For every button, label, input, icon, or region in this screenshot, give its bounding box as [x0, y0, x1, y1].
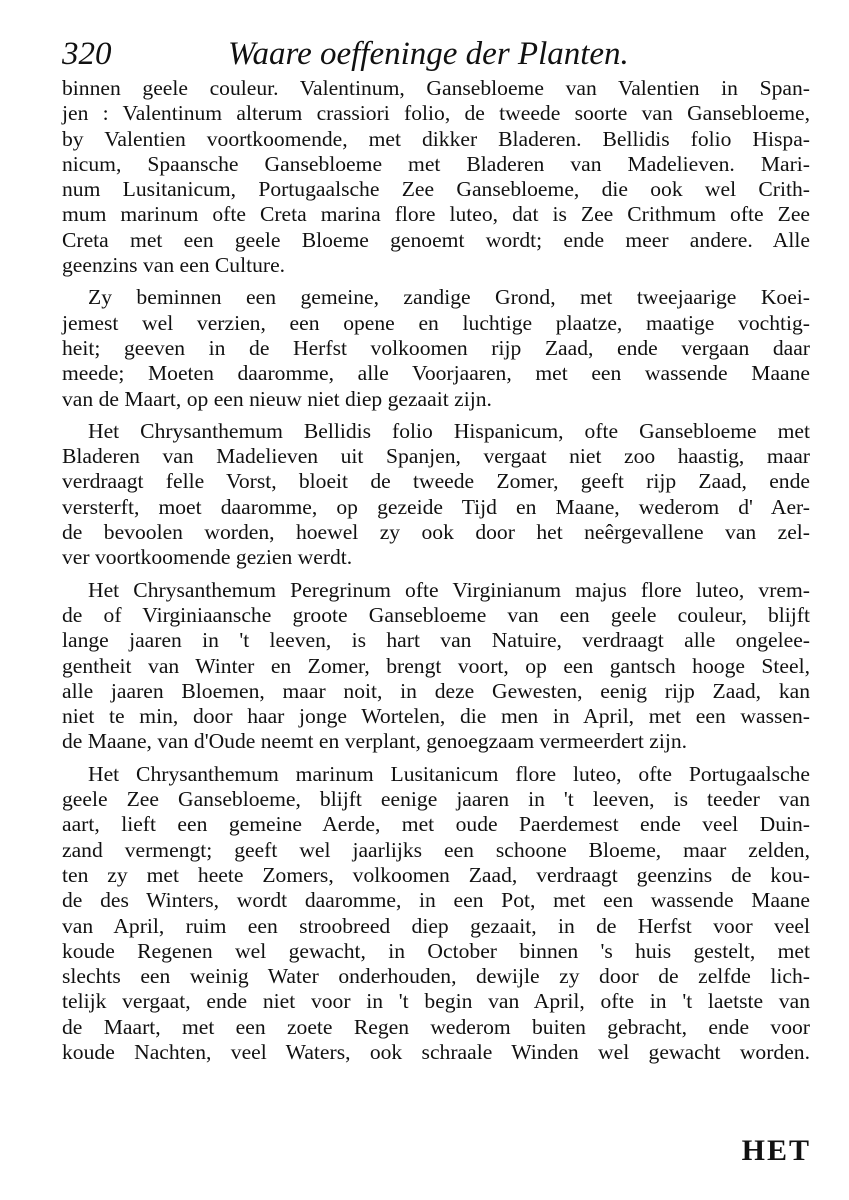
- text-line: Bladeren van Madelieven uit Spanjen, vergaat niet zoo haastig, maar: [62, 444, 810, 469]
- text-line: geenzins van een Culture.: [62, 253, 286, 278]
- text-line: gentheit van Winter en Zomer, brengt voort, op een gantsch hooge Steel,: [62, 653, 810, 678]
- text-line: niet te min, door haar jonge Wortelen, die men in April, met een wassen-: [62, 704, 810, 729]
- text-line: ten zy met heete Zomers, volkoomen Zaad, verdraagt geenzins de kou-: [62, 862, 810, 887]
- text-line: by Valentien voortkoomende, met dikker Bladeren. Bellidis folio Hispa-: [62, 126, 810, 151]
- text-line: koude Nachten, veel Waters, ook schraale Winden wel gewacht worden.: [62, 1039, 810, 1064]
- text-line: Zy beminnen een gemeine, zandige Grond, met tweejaarige Koei-: [88, 285, 810, 310]
- text-line: versterft, moet daaromme, op gezeide Tijd en Maane, wederom d' Aer-: [62, 494, 810, 519]
- text-line: van de Maart, op een nieuw niet diep gezaait zijn.: [62, 386, 492, 411]
- text-line: Het Chrysanthemum Bellidis folio Hispanicum, ofte Gansebloeme met: [88, 418, 810, 443]
- text-line: Het Chrysanthemum marinum Lusitanicum flore luteo, ofte Portugaalsche: [88, 761, 810, 786]
- text-line: Het Chrysanthemum Peregrinum ofte Virginianum majus flore luteo, vrem-: [88, 577, 810, 602]
- catchword: HET: [741, 1134, 811, 1167]
- text-line: slechts een weinig Water onderhouden, dewijle zy door de zelfde lich-: [62, 964, 810, 989]
- text-line: binnen geele couleur. Valentinum, Gansebloeme van Valentien in Span-: [62, 76, 810, 100]
- text-line: de des Winters, wordt daaromme, in een Pot, met een wassende Maane: [62, 888, 810, 913]
- text-line: heit; geeven in de Herfst volkoomen rijp Zaad, ende vergaan daar: [62, 335, 810, 360]
- running-title: Waare oeffeninge der Planten.: [228, 36, 629, 72]
- text-line: jemest wel verzien, een opene en luchtige plaatze, maatige vochtig-: [62, 310, 810, 335]
- text-line: mum marinum ofte Creta marina flore luteo, dat is Zee Crithmum ofte Zee: [62, 202, 810, 227]
- text-line: jen : Valentinum alterum crassiori folio, de tweede soorte van Gansebloeme,: [62, 101, 810, 126]
- text-line: de of Virginiaansche groote Gansebloeme van een geele couleur, blijft: [62, 602, 810, 627]
- text-line: verdraagt felle Vorst, bloeit de tweede Zomer, geeft rijp Zaad, ende: [62, 469, 810, 494]
- text-line: geele Zee Gansebloeme, blijft eenige jaaren in 't leeven, is teeder van: [62, 787, 810, 812]
- text-line: Creta met een geele Bloeme genoemt wordt; ende meer andere. Alle: [62, 227, 810, 252]
- text-line: num Lusitanicum, Portugaalsche Zee Gansebloeme, die ook wel Crith-: [62, 177, 810, 202]
- text-line: de Maane, van d'Oude neemt en verplant, genoegzaam vermeerdert zijn.: [62, 729, 688, 754]
- text-line: alle jaaren Bloemen, maar noit, in deze Gewesten, eenig rijp Zaad, kan: [62, 678, 810, 703]
- text-line: nicum, Spaansche Gansebloeme met Bladeren van Madelieven. Mari-: [62, 151, 810, 176]
- body-text: [62, 76, 810, 1065]
- text-line: telijk vergaat, ende niet voor in 't begin van April, ofte in 't laetste van: [62, 989, 810, 1014]
- text-line: lange jaaren in 't leeven, is hart van Natuire, verdraagt alle ongelee-: [62, 628, 810, 653]
- text-line: de Maart, met een zoete Regen wederom buiten gebracht, ende voor: [62, 1014, 810, 1039]
- text-line: koude Regenen wel gewacht, in October binnen 's huis gestelt, met: [62, 938, 810, 963]
- text-line: ver voortkoomende gezien werdt.: [62, 545, 353, 570]
- text-line: meede; Moeten daaromme, alle Voorjaaren, met een wassende Maane: [62, 361, 810, 386]
- text-line: aart, lieft een gemeine Aerde, met oude Paerdemest ende veel Duin-: [62, 812, 810, 837]
- text-line: de bevoolen worden, hoewel zy ook door het neêrgevallene van zel-: [62, 520, 810, 545]
- page-number: 320: [62, 36, 112, 72]
- text-line: van April, ruim een stroobreed diep gezaait, in de Herfst voor veel: [62, 913, 810, 938]
- text-line: zand vermengt; geeft wel jaarlijks een schoone Bloeme, maar zelden,: [62, 837, 810, 862]
- page-header: [62, 36, 822, 74]
